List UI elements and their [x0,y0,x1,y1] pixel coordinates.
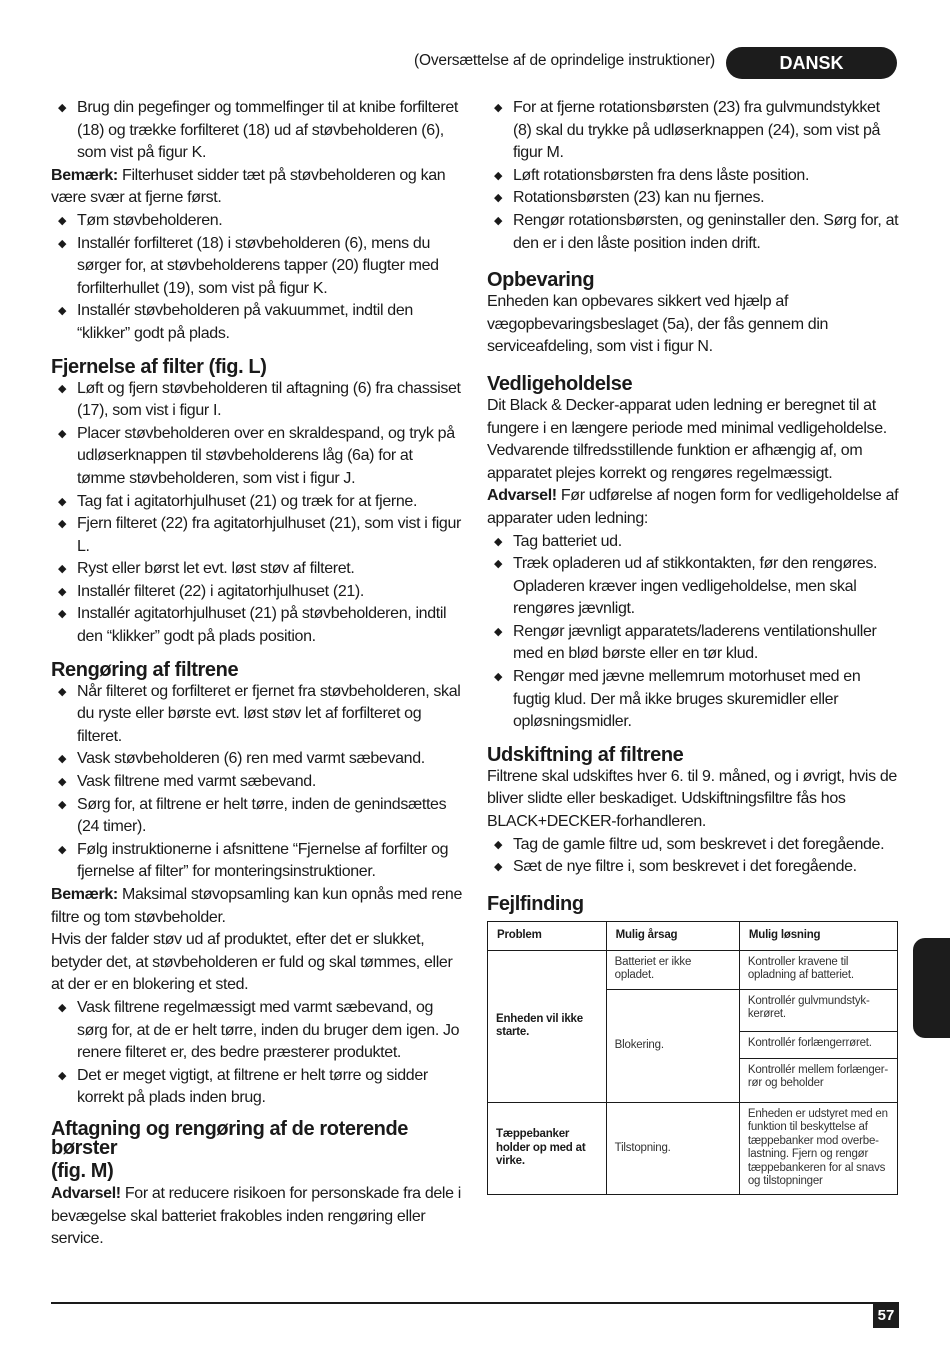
diamond-bullet-icon: ◆ [58,237,67,250]
list-item: ◆ Træk opladeren ud af stikkontakten, før den rengøres. Opladeren kræver ingen vedligeholdelse, men skal rengøres jævnligt. [494,555,878,618]
list-item: ◆ Installér støvbeholderen på vakuummet, indtil den “klikker” godt på plads. [58,302,413,342]
list-item: ◆ Rengør rotationsbørsten, og geninstaller den. Sørg for, at den er i den låste position inden drift. [494,211,899,252]
paragraph: Enheden kan opbevares sikkert ved hjælp af vægopbevaringsbeslaget (5a), der fås gennem din serviceafdeling, som vist i figur N. [487,293,829,356]
diamond-bullet-icon: ◆ [58,753,67,766]
note: Bemærk: Maksimal støvopsamling kan kun opnås med rene filtre og tom støvbeholder. [51,886,462,926]
section-heading-filter-replacement: Udskiftning af filtrene [487,743,684,766]
footer-rule [51,1302,899,1304]
list-item: ◆ Vask filtrene med varmt sæbevand. [51,771,463,794]
troubleshooting-table [487,921,898,1195]
table-cell-problem: Tæppebanker holder op med at virke. [488,1102,607,1194]
diamond-bullet-icon: ◆ [494,861,503,874]
diamond-bullet-icon: ◆ [58,1001,67,1014]
list-item: ◆ Rengør jævnligt apparatets/laderens ventilationshuller med en blød børste eller en tør klud. [494,622,877,663]
list-item: ◆ Placer støvbeholderen over en skraldespand, og tryk på udløserknappen til støvbeholderens låg (6a) for at tømme støvbeholderen, som vist i figur J. [58,424,455,487]
list-item: ◆ Tag de gamle filtre ud, som beskrevet i det foregående. [487,834,899,857]
right-column [487,97,899,1195]
list-item: ◆ Tøm støvbeholderen. [51,210,463,233]
list-item: ◆ Følg instruktionerne i afsnittene “Fjernelse af forfilter og fjernelse af filter” for monteringsinstruktioner. [58,840,449,881]
table-row [488,950,898,1102]
diamond-bullet-icon: ◆ [58,518,67,531]
section-heading-filter-removal: Fjernelse af filter (fig. L) [51,355,267,378]
diamond-bullet-icon: ◆ [58,798,67,811]
diamond-bullet-icon: ◆ [58,102,67,114]
diamond-bullet-icon: ◆ [58,608,67,621]
diamond-bullet-icon: ◆ [58,382,67,395]
list-item: ◆ Rengør med jævne mellemrum motorhuset med en fugtig klud. Der må ikke bruges skuremidler eller opløsningsmidler. [494,668,861,731]
diamond-bullet-icon: ◆ [58,585,67,598]
paragraph: Dit Black & Decker-apparat uden ledning er beregnet til at fungere i en længere periode med minimal vedligeholdelse. Vedvarende tilfredsstillende funktion er afhængig af, om apparatet plejes korrekt og rengøres regelmæssigt. [487,396,887,482]
list-item: ◆ Vask støvbeholderen (6) ren med varmt sæbevand. [51,748,463,771]
diamond-bullet-icon: ◆ [58,495,67,508]
table-header-problem: Problem [488,921,607,950]
language-badge: DANSK [726,47,897,79]
diamond-bullet-icon: ◆ [494,625,503,638]
list-item: ◆ Installér filteret (22) i agitatorhjulhuset (21). [51,581,463,604]
section-heading-troubleshooting: Fejlfinding [487,892,584,915]
diamond-bullet-icon: ◆ [494,535,503,548]
paragraph: Filtrene skal udskiftes hver 6. til 9. måned, og i øvrigt, hvis de bliver slidte eller beskadiget. Udskiftningsfiltre fås hos BLACK+DECKER-forhandleren. [487,767,897,831]
diamond-bullet-icon: ◆ [494,214,503,227]
diamond-bullet-icon: ◆ [494,838,503,851]
list-item: ◆ Løft rotationsbørsten fra dens låste position. [487,165,899,188]
diamond-bullet-icon: ◆ [58,776,67,789]
table-cell-cause: Tilstopning. [606,1102,739,1194]
diamond-bullet-icon: ◆ [494,169,503,182]
list-item: ◆ Sørg for, at filtrene er helt tørre, inden de genindsættes (24 timer). [58,795,447,836]
list-item: ◆ Brug din pegefinger og tommelfinger til at knibe forfilteret (18) og trække forfilteret (18) ud af støvbeholderen (6), som vist på figur K. [58,99,458,162]
list-item: ◆ Når filteret og forfilteret er fjernet fra støvbeholderen, skal du ryste eller børste evt. løst støv let af forfilteret og filteret. [58,682,461,745]
diamond-bullet-icon: ◆ [58,427,67,440]
table-header-row [488,921,898,950]
list-item: ◆ Fjern filteret (22) fra agitatorhjulhuset (21), som vist i figur L. [58,515,461,555]
table-cell-solution: Enheden er udstyret med en funktion til beskyttelse af tæppebanker mod overbe-lastning. Fjern og rengør tæppebankeren for al snavs og tilstopninger [739,1102,897,1194]
list-item: ◆ For at fjerne rotationsbørsten (23) fra gulvmundstykket (8) skal du trykke på udløserknappen (24), som vist på figur M. [494,99,881,162]
list-item: ◆ Sæt de nye filtre i, som beskrevet i det foregående. [487,856,899,879]
diamond-bullet-icon: ◆ [58,305,67,318]
diamond-bullet-icon: ◆ [58,685,67,698]
diamond-bullet-icon: ◆ [58,843,67,856]
list-item: ◆ Vask filtrene regelmæssigt med varmt sæbevand, og sørg for, at de er helt tørre, inden du bruger dem igen. Jo renere filteret er, des bedre præsterer produktet. [58,998,460,1062]
section-heading-maintenance: Vedligeholdelse [487,372,633,395]
list-item: ◆ Løft og fjern støvbeholderen til aftagning (6) fra chassiset (17), som vist i figur I. [58,379,461,420]
table-row [488,1102,898,1194]
list-item: ◆ Tag batteriet ud. [487,531,899,554]
table-header-cause: Mulig årsag [606,921,739,950]
list-item: ◆ Det er meget vigtigt, at filtrene er helt tørre og sidder korrekt på plads inden brug. [58,1066,428,1107]
translation-note: (Oversættelse af de oprindelige instruktioner) [414,52,715,69]
table-cell-problem: Enheden vil ikke starte. [488,950,607,1102]
left-column [51,97,463,1251]
table-header-solution: Mulig løsning [739,921,897,950]
warning: Advarsel! For at reducere risikoen for personskade fra dele i bevægelse skal batteriet frakobles inden rengøring eller service. [51,1184,461,1248]
paragraph: Hvis der falder støv ud af produktet, efter det er slukket, betyder det, at støvbeholderen er fuld og skal tømmes, eller at der er en blokering et sted. [51,931,453,994]
diamond-bullet-icon: ◆ [494,102,503,114]
diamond-bullet-icon: ◆ [58,214,67,227]
list-item: ◆ Installér forfilteret (18) i støvbeholderen (6), mens du sørger for, at støvbeholderens tapper (20) flugter med forfilterhullet (19), som vist på figur K. [58,234,439,297]
list-item: ◆ Rotationsbørsten (23) kan nu fjernes. [487,187,899,210]
diamond-bullet-icon: ◆ [494,671,503,684]
note: Bemærk: Filterhuset sidder tæt på støvbeholderen og kan være svær at fjerne først. [51,166,446,207]
section-heading-filter-cleaning: Rengøring af filtrene [51,658,239,681]
warning: Advarsel! Før udførelse af nogen form for vedligeholdelse af apparater uden ledning: [487,487,899,527]
diamond-bullet-icon: ◆ [494,192,503,205]
list-item: ◆ Tag fat i agitatorhjulhuset (21) og træk for at fjerne. [51,491,463,514]
diamond-bullet-icon: ◆ [58,563,67,576]
list-item: ◆ Ryst eller børst let evt. løst støv af filteret. [51,558,463,581]
table-cell-solution: Kontroller kravene til opladning af batteriet. Kontrollér gulvmundstyk-kerøret. Kontrollér forlængerrøret. Kontrollér mellem forlænger-rør og beholder [739,950,897,1102]
section-heading-brush-removal: Aftagning og rengøring af de roterende børster (fig. M) [51,1117,409,1182]
section-side-tab [913,938,950,1038]
section-heading-storage: Opbevaring [487,269,595,292]
table-cell-cause: Batteriet er ikke opladet. Blokering. [606,950,739,1102]
diamond-bullet-icon: ◆ [494,558,503,571]
page-number: 57 [873,1304,899,1328]
list-item: ◆ Installér agitatorhjulhuset (21) på støvbeholderen, indtil den “klikker” godt på plads position. [58,605,447,646]
diamond-bullet-icon: ◆ [58,1069,67,1082]
